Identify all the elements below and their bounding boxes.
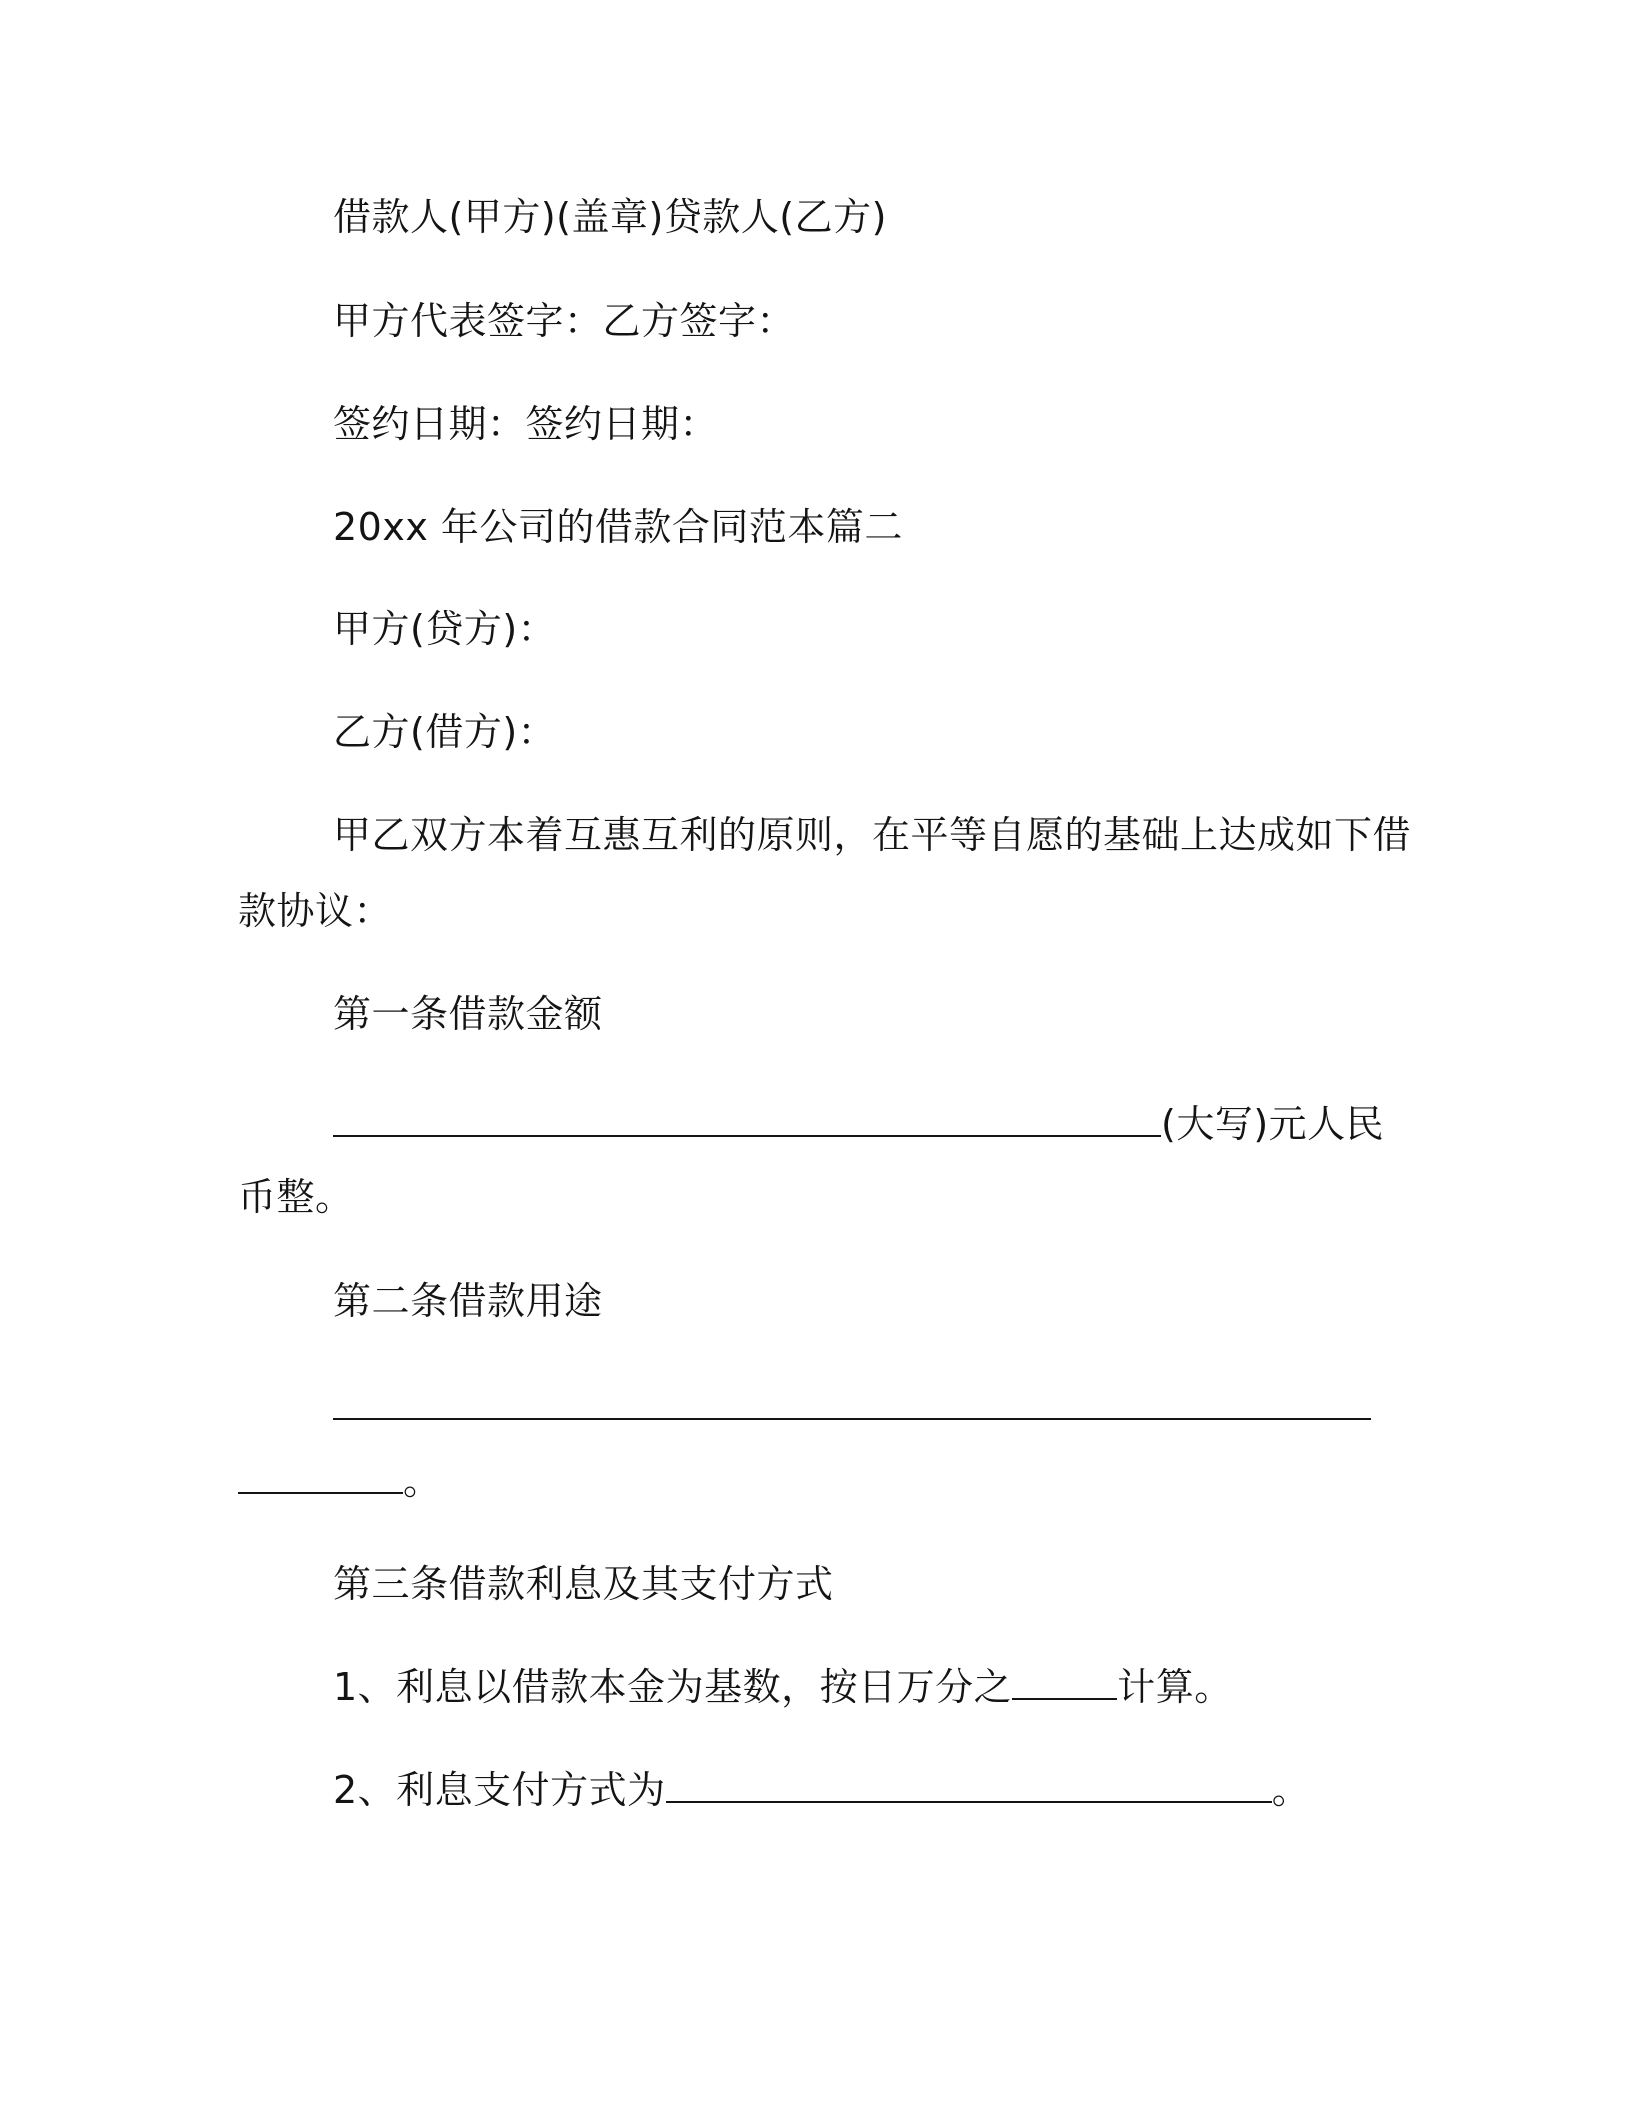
article3-title: 第三条借款利息及其支付方式: [333, 1562, 834, 1606]
purpose-blank-continued[interactable]: [238, 1462, 403, 1494]
payment-method-blank[interactable]: [666, 1771, 1272, 1803]
amount-blank[interactable]: [333, 1105, 1161, 1137]
item1-suffix: 计算。: [1117, 1665, 1233, 1709]
purpose-blank[interactable]: [333, 1388, 1371, 1420]
signature-representatives-line: 甲方代表签字：乙方签字：: [333, 299, 796, 343]
article2-purpose-line1: [333, 1388, 1371, 1426]
item2-suffix: 。: [1271, 1768, 1311, 1812]
article2-purpose-line2: [238, 1459, 442, 1503]
article3-item2: [333, 1768, 1311, 1812]
signature-parties-line: 借款人(甲方)(盖章)贷款人(乙方): [333, 195, 887, 239]
article2-title: 第二条借款用途: [333, 1279, 603, 1323]
article1-title: 第一条借款金额: [333, 992, 603, 1036]
amount-suffix: (大写)元人民: [1161, 1102, 1385, 1146]
article3-item1: [333, 1665, 1233, 1709]
item2-prefix: 2、利息支付方式为: [333, 1768, 666, 1812]
article1-amount-line: [333, 1102, 1385, 1146]
party-b-line: 乙方(借方)：: [333, 710, 557, 754]
item1-prefix: 1、利息以借款本金为基数，按日万分之: [333, 1665, 1013, 1709]
section-title: 20xx 年公司的借款合同范本篇二: [333, 505, 903, 549]
signature-dates-line: 签约日期：签约日期：: [333, 402, 719, 446]
intro-paragraph-line2: 款协议：: [238, 889, 393, 933]
party-a-line: 甲方(贷方)：: [333, 607, 557, 651]
article1-amount-line2: 币整。: [238, 1175, 354, 1219]
intro-paragraph-line1: 甲乙双方本着互惠互利的原则，在平等自愿的基础上达成如下借: [333, 813, 1412, 857]
interest-rate-blank[interactable]: [1012, 1668, 1117, 1700]
purpose-end: 。: [403, 1459, 442, 1503]
